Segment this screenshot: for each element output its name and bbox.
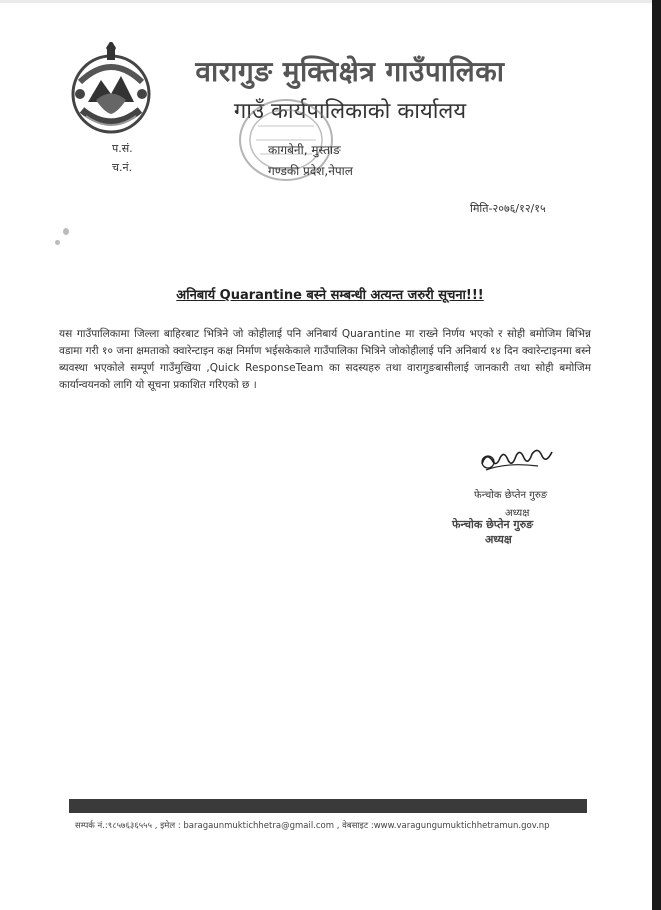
reference-cn-label: च.नं. <box>112 161 133 174</box>
scan-speck <box>63 228 69 235</box>
seal-signatory-title: अध्यक्ष <box>485 533 512 546</box>
signatory-title: अध्यक्ष <box>505 508 530 519</box>
scan-speck <box>55 240 60 245</box>
address-line-1: कागबेनी, मुस्ताङ <box>268 143 341 157</box>
seal-signatory-name: फेन्चोक छेप्तेन गुरुङ <box>452 518 534 531</box>
scan-right-border <box>652 0 661 910</box>
office-name: गाउँ कार्यपालिकाको कार्यालय <box>233 99 467 124</box>
reference-ps-label: प.सं. <box>112 142 133 155</box>
document-date: मिति-२०७६/१२/१५ <box>470 202 546 215</box>
notice-title: अनिबार्य Quarantine बस्ने सम्बन्धी अत्यन्त जरुरी सूचना!!! <box>176 288 484 303</box>
scan-top-edge <box>0 0 661 3</box>
nepal-emblem-icon <box>66 42 156 138</box>
signatory-name: फेन्चोक छेप्तेन गुरुङ <box>474 490 548 501</box>
handwritten-signature-icon <box>478 442 558 478</box>
footer-divider-bar <box>69 799 587 813</box>
footer-contact-info: सम्पर्क नं.:९८५७६३६५५५ , इमेल : baragaunmuktichhetra@gmail.com , वेबसाइट :www.varagungumuktichhetramun.gov.np <box>75 821 550 831</box>
municipality-name: वारागुङ मुक्तिक्षेत्र गाउँपालिका <box>195 55 505 88</box>
address-line-2: गण्डकी प्रदेश,नेपाल <box>268 164 353 178</box>
notice-body: यस गाउँपालिकामा जिल्ला बाहिरबाट भित्रिने जो कोहीलाई पनि अनिबार्य Quarantine मा राख्ने निर्णय भएको र सोही बमोजिम बिभिन्न वडामा गरी १० जना क्षमताको क्वारेन्टाइन कक्ष निर्माण भईसकेकाले गाउँपालिका भित्रिने जोकोहीलाई पनि अनिबार्य १४ दिन क्वारेन्टाइनमा बस्ने ब्यवस्था भएकोले सम्पूर्ण गाउँमुखिया ,Quick ResponseTeam का सदस्यहरु तथा वारागुङबासीलाई जानकारी तथा सोही बमोजिम कार्यान्वयनको लागि यो सूचना प्रकाशित गरिएको छ । <box>59 328 591 391</box>
